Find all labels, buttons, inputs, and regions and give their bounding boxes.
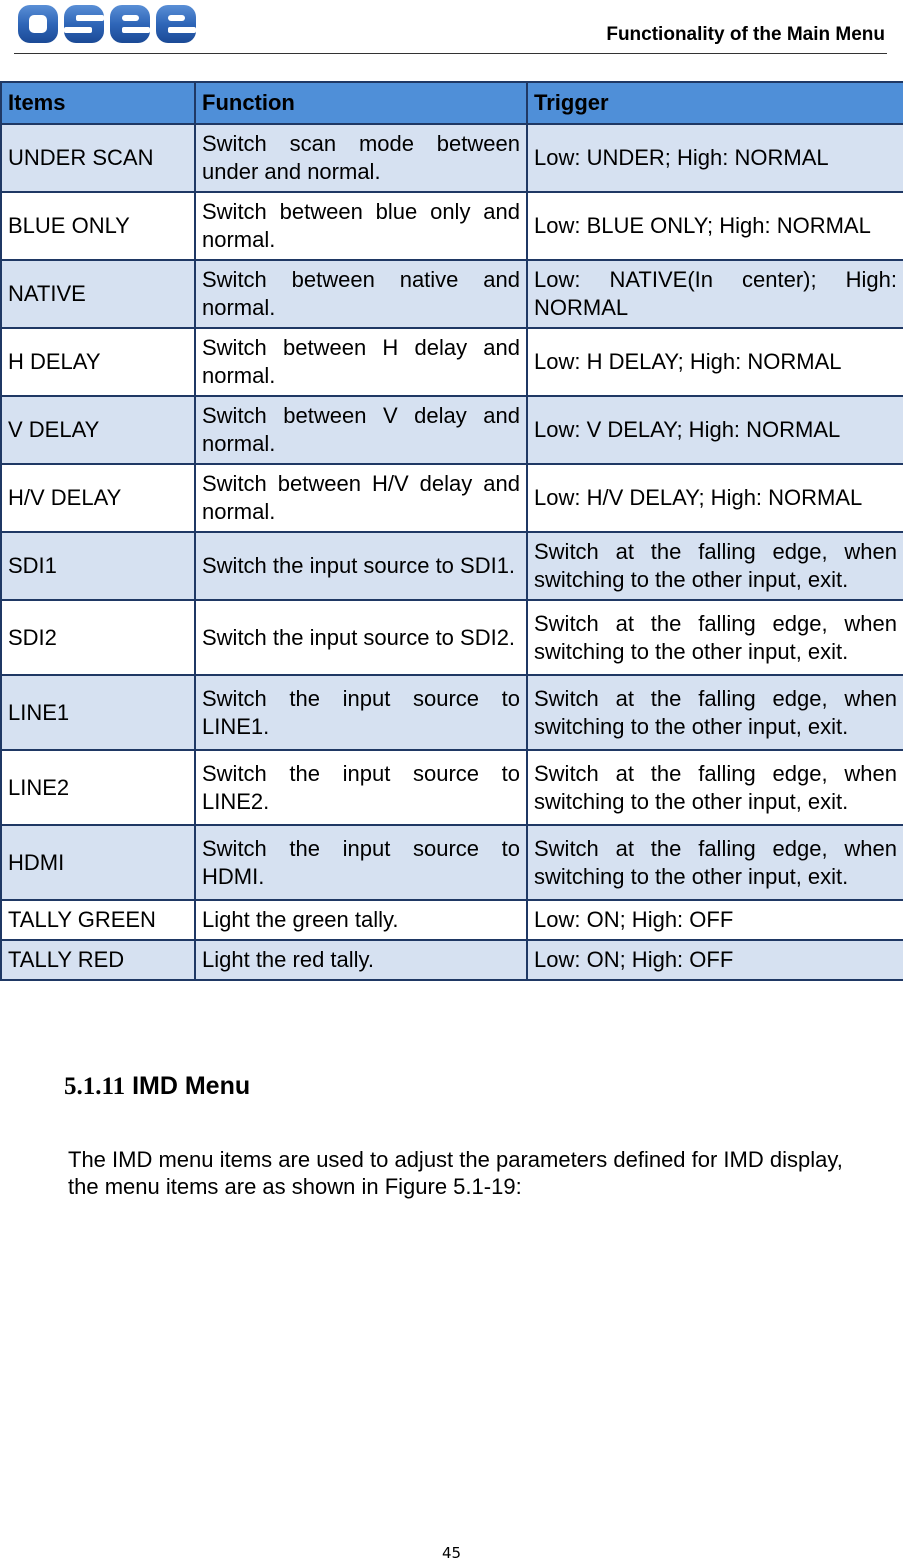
item-cell: TALLY RED — [1, 940, 195, 980]
item-cell: LINE2 — [1, 750, 195, 825]
item-cell: H/V DELAY — [1, 464, 195, 532]
table-row — [1, 328, 903, 396]
table-row — [1, 900, 903, 940]
section-number: 5.1.11 — [64, 1073, 126, 1100]
function-cell: Switch between native and normal. — [195, 260, 527, 328]
item-cell: HDMI — [1, 825, 195, 900]
item-cell: V DELAY — [1, 396, 195, 464]
table-row — [1, 750, 903, 825]
osee-logo — [16, 2, 198, 46]
table-row — [1, 825, 903, 900]
trigger-cell: Low: V DELAY; High: NORMAL — [527, 396, 903, 464]
item-cell: LINE1 — [1, 675, 195, 750]
header-title: Functionality of the Main Menu — [606, 24, 885, 45]
trigger-table — [0, 81, 903, 981]
table-row — [1, 396, 903, 464]
table-row — [1, 532, 903, 600]
table-row — [1, 124, 903, 192]
function-cell: Switch the input source to SDI1. — [195, 532, 527, 600]
function-cell: Switch between H delay and normal. — [195, 328, 527, 396]
column-header-trigger: Trigger — [527, 82, 903, 124]
trigger-cell: Switch at the falling edge, when switching to the other input, exit. — [527, 825, 903, 900]
function-cell: Switch scan mode between under and normal. — [195, 124, 527, 192]
header-rule — [14, 53, 887, 54]
trigger-cell: Low: UNDER; High: NORMAL — [527, 124, 903, 192]
trigger-cell: Low: BLUE ONLY; High: NORMAL — [527, 192, 903, 260]
function-cell: Switch between H/V delay and normal. — [195, 464, 527, 532]
trigger-cell: Low: H DELAY; High: NORMAL — [527, 328, 903, 396]
column-header-function: Function — [195, 82, 527, 124]
item-cell: SDI1 — [1, 532, 195, 600]
table-row — [1, 192, 903, 260]
function-cell: Light the red tally. — [195, 940, 527, 980]
table-row — [1, 600, 903, 675]
trigger-cell: Low: ON; High: OFF — [527, 940, 903, 980]
section-paragraph: The IMD menu items are used to adjust the parameters defined for IMD display, the menu items are as shown in Figure 5.1-19: — [68, 1147, 843, 1199]
function-cell: Light the green tally. — [195, 900, 527, 940]
item-cell: BLUE ONLY — [1, 192, 195, 260]
item-cell: NATIVE — [1, 260, 195, 328]
table-row — [1, 464, 903, 532]
function-cell: Switch between V delay and normal. — [195, 396, 527, 464]
trigger-cell: Switch at the falling edge, when switching to the other input, exit. — [527, 750, 903, 825]
trigger-cell: Low: NATIVE(In center); High: NORMAL — [527, 260, 903, 328]
trigger-cell: Switch at the falling edge, when switching to the other input, exit. — [527, 675, 903, 750]
item-cell: TALLY GREEN — [1, 900, 195, 940]
table-row — [1, 260, 903, 328]
table-row — [1, 675, 903, 750]
trigger-cell: Switch at the falling edge, when switching to the other input, exit. — [527, 600, 903, 675]
table-row — [1, 940, 903, 980]
page-number: 45 — [441, 1544, 462, 1562]
item-cell: UNDER SCAN — [1, 124, 195, 192]
trigger-cell: Low: H/V DELAY; High: NORMAL — [527, 464, 903, 532]
function-cell: Switch the input source to HDMI. — [195, 825, 527, 900]
function-cell: Switch the input source to LINE1. — [195, 675, 527, 750]
section-heading — [64, 1070, 250, 1103]
item-cell: SDI2 — [1, 600, 195, 675]
function-cell: Switch between blue only and normal. — [195, 192, 527, 260]
trigger-cell: Low: ON; High: OFF — [527, 900, 903, 940]
trigger-cell: Switch at the falling edge, when switching to the other input, exit. — [527, 532, 903, 600]
column-header-items: Items — [1, 82, 195, 124]
table-header-row — [1, 82, 903, 124]
section-title: IMD Menu — [132, 1072, 251, 1100]
function-cell: Switch the input source to SDI2. — [195, 600, 527, 675]
function-cell: Switch the input source to LINE2. — [195, 750, 527, 825]
item-cell: H DELAY — [1, 328, 195, 396]
